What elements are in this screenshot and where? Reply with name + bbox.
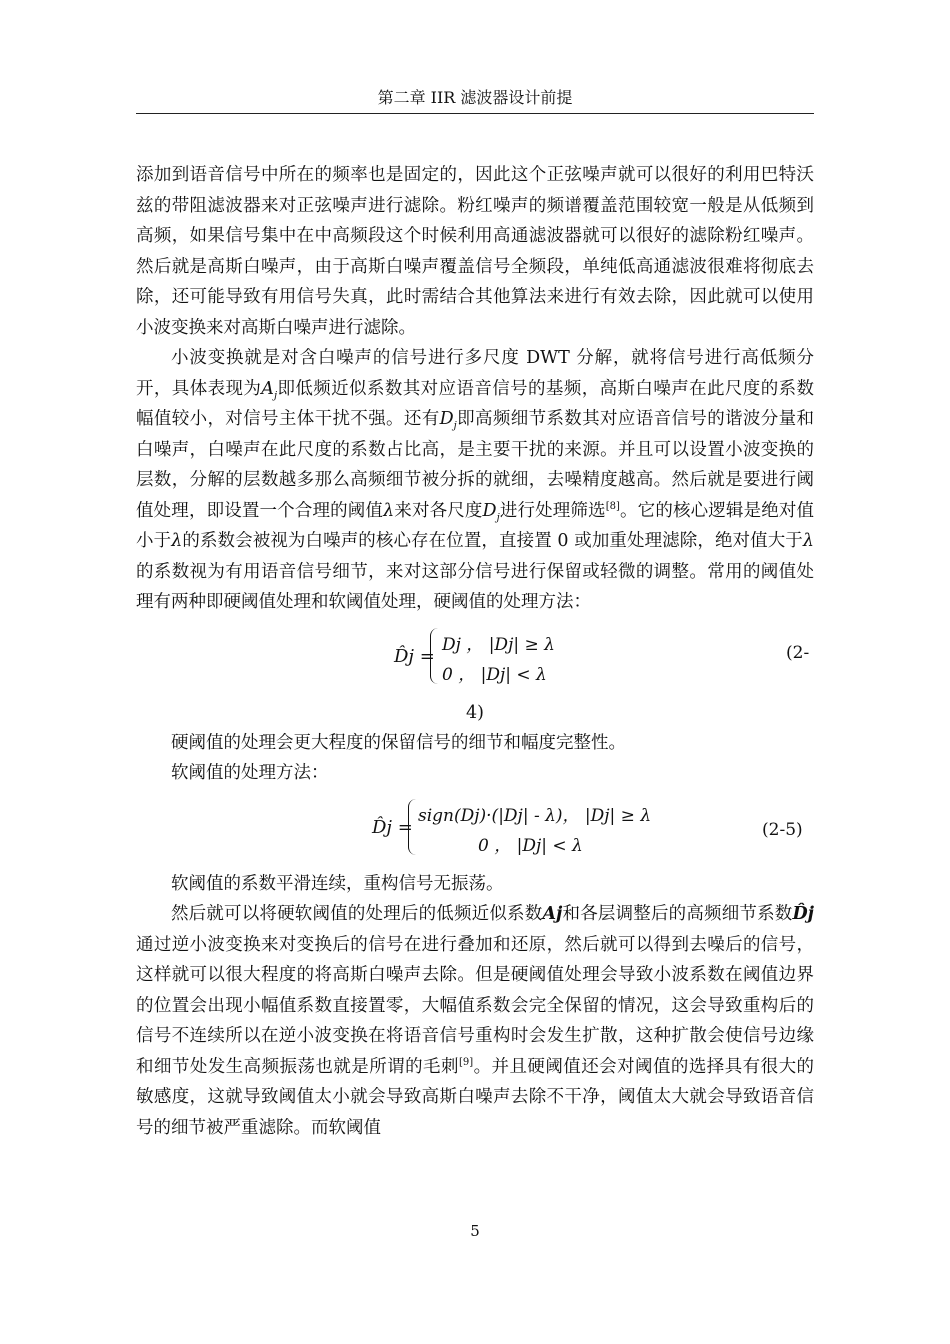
- citation-9: [9]: [458, 1056, 474, 1068]
- symbol-lambda: λ: [802, 531, 814, 551]
- eq2-lhs: D̂j =: [372, 816, 413, 838]
- p6-text-4: 。并且硬阈值还会对阈值的选择具有很大的敏感度，这就导致阈值太小就会导致高斯白噪声去除不干净，阈值太大就会导致语音信号的细节被严重滤除。而软阈值: [136, 1056, 815, 1138]
- eq1-number: (2-: [786, 642, 810, 663]
- p6-text-2: 和各层调整后的高频细节系数: [562, 904, 793, 924]
- eq1-case-1: Dj ， |Dj| ≥ λ: [442, 634, 555, 655]
- header-rule: [136, 113, 814, 114]
- symbol-d: D: [439, 409, 454, 429]
- paragraph-4: 软阈值的处理方法：: [171, 763, 329, 783]
- symbol-lambda: λ: [171, 531, 183, 551]
- eq2-number: (2-5): [762, 819, 803, 840]
- p2-text-1: 小波变换就是对含白噪声的信号进行多尺度 DWT 分解，就将信号进行高低频分开，具体表现为: [136, 348, 814, 399]
- p2-text-4: 来对各尺度: [394, 500, 483, 521]
- paragraph-2: [136, 343, 814, 618]
- symbol-aj: Aj: [542, 904, 563, 924]
- symbol-lambda: λ: [383, 500, 395, 521]
- page-header: 第二章 IIR 滤波器设计前提: [377, 88, 573, 107]
- symbol-dj-hat: D̂j: [792, 904, 814, 924]
- p6-text-3: 通过逆小波变换来对变换后的信号在进行叠加和还原，然后就可以得到去噪后的信号，这样就可以很大程度的将高斯白噪声去除。但是硬阈值处理会导致小波系数在阈值边界的位置会出现小幅值系数直接置零，大幅值系数会完全保留的情况，这会导致重构后的信号不连续所以在逆小波变换在将语音信号重构时会发生扩散，这种扩散会使信号边缘和细节处发生高频振荡也就是所谓的毛刺: [136, 934, 814, 1077]
- p6-text-1: 然后就可以将硬软阈值的处理后的低频近似系数: [171, 904, 543, 924]
- p2-text-5: 进行处理筛选: [499, 500, 606, 521]
- symbol-j-sub: j: [496, 512, 500, 523]
- p2-text-8: 的系数视为有用语音信号细节，来对这部分信号进行保留或轻微的调整。常用的阈值处理有两种即硬阈值处理和软阈值处理，硬阈值的处理方法：: [136, 561, 814, 612]
- body-text: [136, 160, 814, 1143]
- symbol-j-sub: j: [453, 420, 457, 432]
- symbol-a: A: [261, 378, 274, 399]
- p2-text-2: 即低频近似系数其对应语音信号的基频，高斯白噪声在此尺度的系数幅值较小，对信号主体干扰不强。还有: [136, 378, 815, 429]
- eq1-number-cont: 4): [466, 702, 484, 723]
- page-number: 5: [470, 1222, 480, 1240]
- eq1-case-2: 0 ， |Dj| < λ: [442, 664, 547, 685]
- paragraph-5: 软阈值的系数平滑连续，重构信号无振荡。: [171, 873, 504, 894]
- p2-text-6: 。它的核心逻辑是绝对值小于: [136, 500, 815, 551]
- p2-text-7: 的系数会被视为白噪声的核心存在位置，直接置 0 或加重处理滤除，绝对值大于: [182, 531, 803, 551]
- equation-2-4: [136, 626, 814, 690]
- paragraph-3: 硬阈值的处理会更大程度的保留信号的细节和幅度完整性。: [171, 732, 626, 753]
- equation-2-5: [136, 797, 814, 861]
- eq2-case-2: 0 ， |Dj| < λ: [478, 835, 583, 856]
- eq2-case-1: sign(Dj)·(|Dj| - λ)， |Dj| ≥ λ: [418, 805, 652, 826]
- symbol-d: D: [482, 500, 497, 521]
- citation-8: [8]: [605, 500, 620, 512]
- paragraph-6: [136, 899, 814, 1143]
- symbol-j-sub: j: [273, 390, 278, 401]
- p2-text-3: 即高频细节系数其对应语音信号的谐波分量和白噪声，白噪声在此尺度的系数占比高，是主要干扰的来源。并且可以设置小波变换的层数，分解的层数越多那么高频细节被分拆的就细，去噪精度越高。然后就是要进行阈值处理，即设置一个合理的阈值: [136, 409, 815, 521]
- eq1-brace: [430, 628, 441, 684]
- paragraph-1: 添加到语音信号中所在的频率也是固定的，因此这个正弦噪声就可以很好的利用巴特沃兹的带阻滤波器来对正弦噪声进行滤除。粉红噪声的频谱覆盖范围较宽一般是从低频到高频，如果信号集中在中高频段这个时候利用高通滤波器就可以很好的滤除粉红噪声。然后就是高斯白噪声，由于高斯白噪声覆盖信号全频段，单纯低高通滤波很难将彻底去除，还可能导致有用信号失真，此时需结合其他算法来进行有效去除，因此就可以使用小波变换来对高斯白噪声进行滤除。: [136, 165, 814, 338]
- eq1-lhs: D̂j =: [394, 645, 435, 667]
